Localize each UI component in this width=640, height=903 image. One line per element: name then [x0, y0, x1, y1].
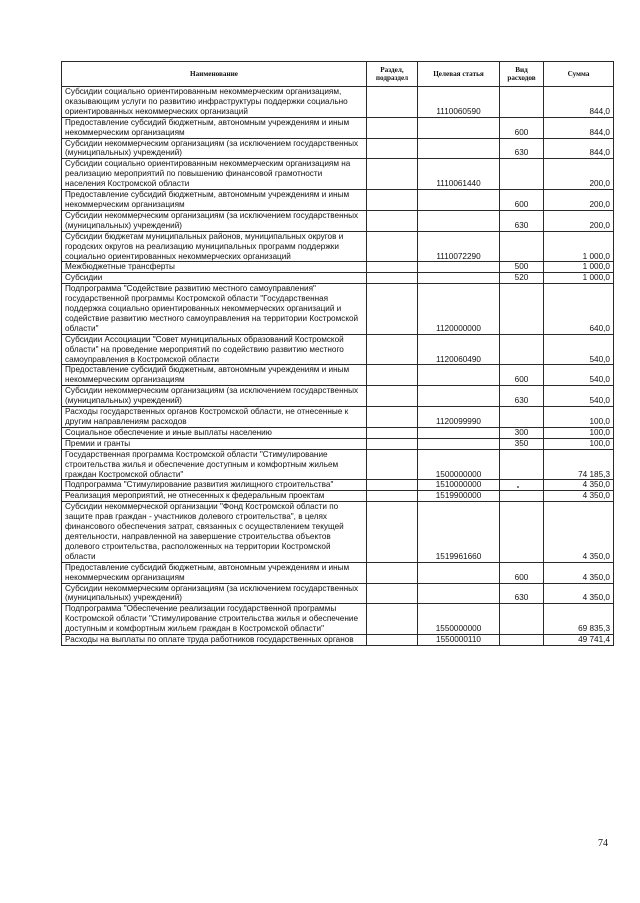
row-section-cell — [367, 231, 418, 262]
row-name-cell: Субсидии некоммерческим организациям (за исключением государственных (муниципальных) учреждений) — [62, 583, 367, 604]
header-kind: Вид расходов — [500, 62, 544, 87]
row-kind-cell — [500, 159, 544, 190]
row-target-code-cell: 1550000000 — [418, 604, 500, 635]
row-kind-cell: 300 — [500, 427, 544, 438]
row-target-code-cell: 1110072290 — [418, 231, 500, 262]
row-section-cell — [367, 604, 418, 635]
row-name-cell: Субсидии некоммерческой организации "Фонд Костромской области по защите прав граждан - участников долевого строительства", в целях финансового обеспечения затрат, связанных с осуществлением текущей деятельности, направленной на завершение строительства объектов долевого строительства, расположенных на территории Костромской области — [62, 502, 367, 562]
header-section: Раздел, подраздел — [367, 62, 418, 87]
row-sum-cell: 640,0 — [544, 284, 614, 335]
table-row — [62, 386, 614, 407]
row-kind-cell — [500, 635, 544, 646]
row-target-code-cell — [418, 117, 500, 138]
row-name-cell: Предоставление субсидий бюджетным, автономным учреждениям и иным некоммерческим организациям — [62, 365, 367, 386]
table-row — [62, 138, 614, 159]
row-kind-cell — [500, 284, 544, 335]
row-sum-cell: 4 350,0 — [544, 480, 614, 491]
row-section-cell — [367, 190, 418, 211]
row-sum-cell: 540,0 — [544, 334, 614, 365]
row-section-cell — [367, 427, 418, 438]
row-sum-cell: 844,0 — [544, 117, 614, 138]
row-sum-cell: 100,0 — [544, 407, 614, 428]
row-section-cell — [367, 138, 418, 159]
row-section-cell — [367, 87, 418, 118]
header-sum: Сумма — [544, 62, 614, 87]
row-kind-cell: 630 — [500, 210, 544, 231]
row-section-cell — [367, 273, 418, 284]
row-name-cell: Подпрограмма "Стимулирование развития жилищного строительства" — [62, 480, 367, 491]
row-sum-cell: 200,0 — [544, 159, 614, 190]
row-kind-cell — [500, 502, 544, 562]
row-kind-cell — [500, 231, 544, 262]
row-name-cell: Расходы государственных органов Костромской области, не отнесенные к другим направлениям расходов — [62, 407, 367, 428]
row-target-code-cell — [418, 210, 500, 231]
row-target-code-cell — [418, 562, 500, 583]
row-name-cell: Субсидии некоммерческим организациям (за исключением государственных (муниципальных) учреждений) — [62, 138, 367, 159]
row-kind-cell — [500, 480, 544, 491]
row-name-cell: Премии и гранты — [62, 438, 367, 449]
row-kind-cell: 630 — [500, 583, 544, 604]
row-name-cell: Субсидии социально ориентированным некоммерческим организациям на реализацию мероприятий по повышению финансовой грамотности населения Костромской области — [62, 159, 367, 190]
row-target-code-cell: 1550000110 — [418, 635, 500, 646]
row-target-code-cell: 1120060490 — [418, 334, 500, 365]
row-section-cell — [367, 386, 418, 407]
row-sum-cell: 74 185,3 — [544, 449, 614, 480]
table-row — [62, 284, 614, 335]
row-name-cell: Субсидии бюджетам муниципальных районов, муниципальных округов и городских округов на реализацию муниципальных программ поддержки социально ориентированных некоммерческих организаций — [62, 231, 367, 262]
table-row — [62, 604, 614, 635]
row-section-cell — [367, 284, 418, 335]
row-kind-cell: 630 — [500, 386, 544, 407]
row-sum-cell: 100,0 — [544, 438, 614, 449]
table-header — [62, 62, 614, 87]
scan-speck — [517, 486, 519, 488]
header-target: Целевая статья — [418, 62, 500, 87]
row-sum-cell: 4 350,0 — [544, 491, 614, 502]
row-section-cell — [367, 210, 418, 231]
table-row — [62, 491, 614, 502]
row-kind-cell — [500, 87, 544, 118]
row-target-code-cell — [418, 386, 500, 407]
row-name-cell: Подпрограмма "Содействие развитию местного самоуправления" государственной программы Костромской области "Государственная поддержка социально ориентированных некоммерческих организаций и содействие развитию местного самоуправления на территории Костромской области" — [62, 284, 367, 335]
row-target-code-cell — [418, 427, 500, 438]
row-target-code-cell: 1110061440 — [418, 159, 500, 190]
row-section-cell — [367, 562, 418, 583]
row-section-cell — [367, 491, 418, 502]
table-row — [62, 273, 614, 284]
row-sum-cell: 4 350,0 — [544, 562, 614, 583]
row-kind-cell: 350 — [500, 438, 544, 449]
row-kind-cell — [500, 491, 544, 502]
row-sum-cell: 69 835,3 — [544, 604, 614, 635]
row-name-cell: Предоставление субсидий бюджетным, автономным учреждениям и иным некоммерческим организациям — [62, 190, 367, 211]
row-sum-cell: 844,0 — [544, 138, 614, 159]
row-target-code-cell — [418, 365, 500, 386]
row-section-cell — [367, 449, 418, 480]
row-target-code-cell — [418, 438, 500, 449]
row-sum-cell: 4 350,0 — [544, 502, 614, 562]
row-target-code-cell: 1120099990 — [418, 407, 500, 428]
table-row — [62, 502, 614, 562]
row-sum-cell: 540,0 — [544, 386, 614, 407]
row-kind-cell — [500, 604, 544, 635]
row-kind-cell — [500, 449, 544, 480]
row-sum-cell: 1 000,0 — [544, 231, 614, 262]
row-section-cell — [367, 117, 418, 138]
row-kind-cell: 600 — [500, 562, 544, 583]
row-name-cell: Субсидии Ассоциации "Совет муниципальных образований Костромской области" на проведение мероприятий по содействию развитию местного самоуправления в Костромской области — [62, 334, 367, 365]
row-kind-cell: 500 — [500, 262, 544, 273]
row-section-cell — [367, 635, 418, 646]
row-sum-cell: 200,0 — [544, 190, 614, 211]
row-kind-cell — [500, 407, 544, 428]
row-section-cell — [367, 365, 418, 386]
row-target-code-cell: 1120000000 — [418, 284, 500, 335]
row-sum-cell: 4 350,0 — [544, 583, 614, 604]
table-row — [62, 262, 614, 273]
row-section-cell — [367, 159, 418, 190]
table-body — [62, 87, 614, 646]
table-row — [62, 427, 614, 438]
row-kind-cell: 600 — [500, 190, 544, 211]
table-row — [62, 210, 614, 231]
row-target-code-cell — [418, 190, 500, 211]
row-name-cell: Субсидии социально ориентированным некоммерческим организациям, оказывающим услуги по развитию инфраструктуры поддержки социально ориентированных некоммерческих организаций — [62, 87, 367, 118]
row-section-cell — [367, 262, 418, 273]
row-section-cell — [367, 334, 418, 365]
row-target-code-cell: 1519900000 — [418, 491, 500, 502]
table-row — [62, 334, 614, 365]
row-name-cell: Расходы на выплаты по оплате труда работников государственных органов — [62, 635, 367, 646]
table-row — [62, 190, 614, 211]
row-target-code-cell — [418, 273, 500, 284]
row-sum-cell: 844,0 — [544, 87, 614, 118]
row-section-cell — [367, 502, 418, 562]
row-target-code-cell — [418, 262, 500, 273]
row-sum-cell: 1 000,0 — [544, 262, 614, 273]
row-kind-cell: 630 — [500, 138, 544, 159]
table-row — [62, 449, 614, 480]
row-section-cell — [367, 583, 418, 604]
table-row — [62, 87, 614, 118]
row-target-code-cell: 1519961660 — [418, 502, 500, 562]
row-name-cell: Государственная программа Костромской области "Стимулирование строительства жилья и обеспечение доступным и комфортным жильем граждан Костромской области" — [62, 449, 367, 480]
row-target-code-cell: 1110060590 — [418, 87, 500, 118]
table-row — [62, 231, 614, 262]
row-kind-cell: 600 — [500, 365, 544, 386]
budget-table — [61, 61, 614, 646]
header-name: Наименование — [62, 62, 367, 87]
row-section-cell — [367, 480, 418, 491]
row-target-code-cell: 1510000000 — [418, 480, 500, 491]
row-name-cell: Субсидии некоммерческим организациям (за исключением государственных (муниципальных) учреждений) — [62, 210, 367, 231]
row-sum-cell: 200,0 — [544, 210, 614, 231]
row-name-cell: Межбюджетные трансферты — [62, 262, 367, 273]
table-row — [62, 562, 614, 583]
row-sum-cell: 49 741,4 — [544, 635, 614, 646]
row-name-cell: Предоставление субсидий бюджетным, автономным учреждениям и иным некоммерческим организациям — [62, 117, 367, 138]
row-kind-cell: 520 — [500, 273, 544, 284]
table-row — [62, 117, 614, 138]
row-name-cell: Субсидии некоммерческим организациям (за исключением государственных (муниципальных) учреждений) — [62, 386, 367, 407]
row-section-cell — [367, 438, 418, 449]
row-section-cell — [367, 407, 418, 428]
row-sum-cell: 100,0 — [544, 427, 614, 438]
row-sum-cell: 1 000,0 — [544, 273, 614, 284]
row-name-cell: Социальное обеспечение и иные выплаты населению — [62, 427, 367, 438]
table-row — [62, 583, 614, 604]
table-row — [62, 635, 614, 646]
row-kind-cell — [500, 334, 544, 365]
table-row — [62, 365, 614, 386]
row-name-cell: Предоставление субсидий бюджетным, автономным учреждениям и иным некоммерческим организациям — [62, 562, 367, 583]
row-name-cell: Субсидии — [62, 273, 367, 284]
page-number: 74 — [598, 838, 608, 849]
table-row — [62, 480, 614, 491]
row-kind-cell: 600 — [500, 117, 544, 138]
row-name-cell: Реализация мероприятий, не отнесенных к федеральным проектам — [62, 491, 367, 502]
table-row — [62, 438, 614, 449]
header-row — [62, 62, 614, 87]
table-row — [62, 407, 614, 428]
row-target-code-cell: 1500000000 — [418, 449, 500, 480]
row-name-cell: Подпрограмма "Обеспечение реализации государственной программы Костромской области "Стимулирование строительства жилья и обеспечение доступным и комфортным жильем граждан в Костромской области" — [62, 604, 367, 635]
row-target-code-cell — [418, 138, 500, 159]
row-target-code-cell — [418, 583, 500, 604]
row-sum-cell: 540,0 — [544, 365, 614, 386]
table-row — [62, 159, 614, 190]
